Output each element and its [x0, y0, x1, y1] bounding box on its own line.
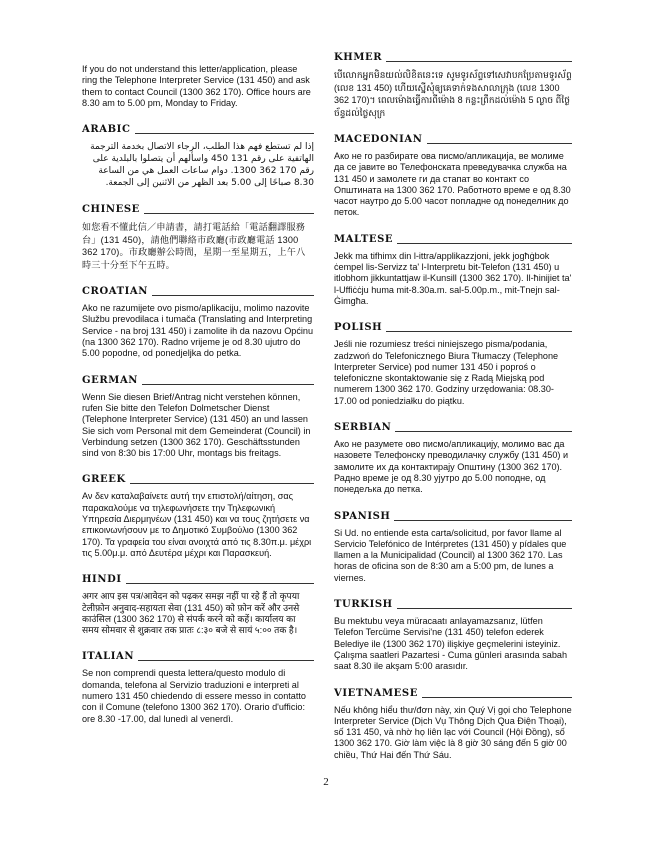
section-text: 如您看不懂此信／申請書，請打電話給「電話翻譯服務台」(131 450)，請他們聯絡市政廳(市政廳電話 1300 362 170)。市政廳辦公時間，星期一至星期五，上午八時三十分至下午五時。 — [82, 222, 306, 270]
right-column — [334, 50, 572, 761]
section-hindi — [82, 572, 314, 636]
section-title: SERBIAN — [334, 422, 392, 434]
heading-rule — [142, 384, 314, 385]
section-title: GREEK — [82, 474, 126, 486]
section-turkish — [334, 597, 572, 672]
heading-rule — [422, 697, 572, 698]
section-heading — [82, 122, 314, 136]
section-text: Wenn Sie diesen Brief/Antrag nicht verstehen können, rufen Sie bitte den Telefon Dolmetscher Dienst (Telephone Interpreter Service) (131 450) an und lassen Sie sich vom Personal mit dem Gemeinderat (Council) in Verbindung setzen (1300 362 170). Geschäftsstunden sind von 8:30 bis 17:00 Uhr, montags bis freitags. — [82, 391, 311, 459]
section-title: HINDI — [82, 574, 122, 586]
section-title: SPANISH — [334, 510, 391, 522]
section-text: Jeśli nie rozumiesz treści niniejszego pisma/podania, zadzwoń do Telefonicznego Biura Tłumaczy (Telephone Interpreter Service) pod numer 131 450 i poproś o telefoniczne skontaktowanie się z Radą Miejską pod numerem 1300 362 170. Godziny urzędowania: 08.30-17.00 od poniedziałku do piątku. — [334, 339, 559, 406]
section-title: VIETNAMESE — [334, 687, 418, 699]
heading-rule — [427, 143, 572, 144]
section-german — [82, 373, 314, 460]
section-title: ARABIC — [82, 124, 131, 136]
section-title: TURKISH — [334, 599, 393, 611]
section-heading — [334, 420, 572, 434]
section-title: CROATIAN — [82, 286, 149, 298]
section-heading — [82, 202, 314, 216]
section-spanish — [334, 509, 572, 584]
section-title: MACEDONIAN — [334, 134, 423, 145]
section-text: إذا لم تستطع فهم هذا الطلب، الرجاء الاتصال بخدمة الترجمة الهاتفية على رقم 131 450 واسألهم أن يتصلوا بالبلدية على رقم 170 362 1300. دوام ساعات العمل هي من الساعة 8.30 صباحًا إلى 5.00 بعد الظهر من الاثنين إلى الجمعة. — [90, 142, 314, 189]
section-text: Nếu không hiểu thư/đơn này, xin Quý Vị gọi cho Telephone Interpreter Service (Dịch Vụ Thông Dịch Qua Điện Thoại), số 131 450, và nhờ họ liên lạc với Council (Hội Đồng), số 1300 362 170. Giờ làm việc là 8 giờ 30 sáng đến 5 giờ 00 chiều, Thứ Hai đến Thứ Sáu. — [334, 704, 572, 760]
section-heading — [334, 232, 572, 246]
heading-rule — [130, 483, 314, 484]
section-title: ITALIAN — [82, 651, 135, 663]
heading-rule — [138, 660, 314, 661]
heading-rule — [126, 583, 314, 584]
section-macedonian — [334, 132, 572, 219]
section-heading — [334, 509, 572, 523]
heading-rule — [395, 431, 572, 432]
section-chinese — [82, 202, 314, 271]
section-text: Ако не разумете ово писмо/апликацију, молимо вас да назовете Телефонску преводилачку службу (131 450) и замолите их да контактирају Општину (1300 362 170). Радно време је од 8.30 ујутро до 5.00 поподне, од понедељка до петка. — [334, 439, 569, 495]
section-title: KHMER — [334, 52, 383, 63]
section-text: Ако не го разбирате ова писмо/апликација, ве молиме да се јавите во Телефонската преведувачка служба на 131 450 и замолете ги да стапат во контакт со Општината на 1300 362 170. Работното време е од 8.30 часот наутро до 5.00 часот попладне од понеделник до петок. — [334, 151, 571, 218]
section-heading — [82, 472, 314, 486]
section-title: CHINESE — [82, 204, 140, 216]
section-serbian — [334, 420, 572, 495]
heading-rule — [397, 608, 572, 609]
section-heading — [82, 649, 314, 663]
heading-rule — [386, 61, 572, 62]
heading-rule — [386, 331, 572, 332]
section-heading — [82, 572, 314, 586]
intro-paragraph: If you do not understand this letter/application, please ring the Telephone Interpreter Service (131 450) and ask them to contact Council (1300 362 170). Office hours are 8.30 am to 5.00 pm, Monday to Friday. — [82, 64, 311, 108]
section-title: POLISH — [334, 322, 383, 334]
section-heading — [334, 597, 572, 611]
section-heading — [334, 320, 572, 334]
section-title: MALTESE — [334, 233, 394, 245]
heading-rule — [397, 243, 572, 244]
heading-rule — [135, 133, 314, 134]
heading-rule — [144, 213, 314, 214]
section-italian — [82, 649, 314, 724]
section-text: Bu mektubu veya müracaatı anlayamazsanız, lütfen Telefon Tercüme Servisi'ne (131 450) telefon ederek Belediye ile (1300 362 170) ilişkiye geçmelerini isteyiniz. Çalışma saatleri Pazartesi - Cuma günleri arasında sabah saat 8.30 ile akşam 5:00 arasıdır. — [334, 616, 568, 672]
section-title: GERMAN — [82, 374, 139, 386]
section-arabic — [82, 122, 314, 189]
page-number: 2 — [323, 776, 329, 788]
section-text: Αν δεν καταλαβαίνετε αυτή την επιστολή/αίτηση, σας παρακαλούμε να τηλεφωνήσετε την Τηλεφωνική Υπηρεσία Διερμηνέων (131 450) και να τους ζητήσετε να επικοινωνήσουν με το Δημοτικό Συμβούλιο (1300 362 170). Τα γραφεία του είναι ανοιχτά από τις 8.30π.μ. μέχρι τις 5.00μ.μ. από Δευτέρα μέχρι και Παρασκευή. — [82, 491, 312, 558]
section-vietnamese — [334, 686, 572, 761]
section-text: अगर आप इस पत्र/आवेदन को पढ़कर समझ नहीं पा रहे हैं तो कृपया टेलीफ़ोन अनुवाद-सहायता सेवा (131 450) को फ़ोन करें और उनसे काउंसिल (1300 362 170) से संपर्क करने को कहें। कार्यालय का समय सोमवार से शुक्रवार तक प्रातः ८:३० बजे से सायं ५:०० तक है। — [82, 591, 300, 636]
section-croatian — [82, 284, 314, 359]
section-text: Se non comprendi questa lettera/questo modulo di domanda, telefona al Servizio traduzioni e interpreti al numero 131 450 chiedendo di essere messo in contatto con il Comune (telefono 1300 362 170). Orario d'ufficio: ore 8.30 -17.00, dal lunedì al venerdì. — [82, 668, 306, 724]
section-heading — [82, 373, 314, 387]
section-polish — [334, 320, 572, 407]
section-maltese — [334, 232, 572, 307]
section-heading — [334, 50, 572, 64]
section-heading — [82, 284, 314, 298]
section-heading — [334, 132, 572, 146]
section-greek — [82, 472, 314, 559]
section-text: Si Ud. no entiende esta carta/solicitud, por favor llame al Servicio Telefónico de Intérpretes (131 450) y pídales que llamen a la Municipalidad (Council) al 1300 362 170. Las horas de oficina son de 8:30 am a 5:00 pm, de lunes a viernes. — [334, 527, 567, 583]
left-column — [82, 50, 314, 725]
section-khmer — [334, 50, 572, 119]
section-text: បើលោកអ្នកមិនយល់លិខិតនេះទេ សូមទូរស័ព្ទទៅសេវាបកប្រែតាមទូរស័ព្ទ (លេខ 131 450) ហើយស្នើសុំឲ្យគេទាក់ទងសាលាក្រុង (លេខ 1300 362 170)។ ពេលម៉ោងធ្វើការពីម៉ោង 8 កន្លះព្រឹកដល់ម៉ោង 5 ល្ងាច ពីថ្ងៃច័ន្ទដល់ថ្ងៃសុក្រ — [334, 70, 572, 118]
heading-rule — [152, 295, 314, 296]
section-text: Jekk ma tifhimx din l-ittra/applikazzjoni, jekk jogħġbok ċempel lis-Servizz ta' l-Interpretu bit-Telefon (131 450) u itlobhom jikkuntattjaw il-Kunsill (1300 362 170). Il-ħinijiet ta' l-Uffiċċju huma mit-8.30a.m. sal-5.00p.m., mit-Tnejn sal-Ġimgħa. — [334, 250, 572, 306]
section-heading — [334, 686, 572, 700]
section-text: Ako ne razumijete ovo pismo/aplikaciju, molimo nazovite Službu prevodilaca i tumača (Translating and Interpreting Service - na broj 131 450) i zamolite ih da nazovu Općinu (na 1300 362 170). Radno vrijeme je od 8.30 ujutro do 5.00 popodne, od ponedjeljka do petka. — [82, 303, 314, 359]
heading-rule — [394, 520, 572, 521]
